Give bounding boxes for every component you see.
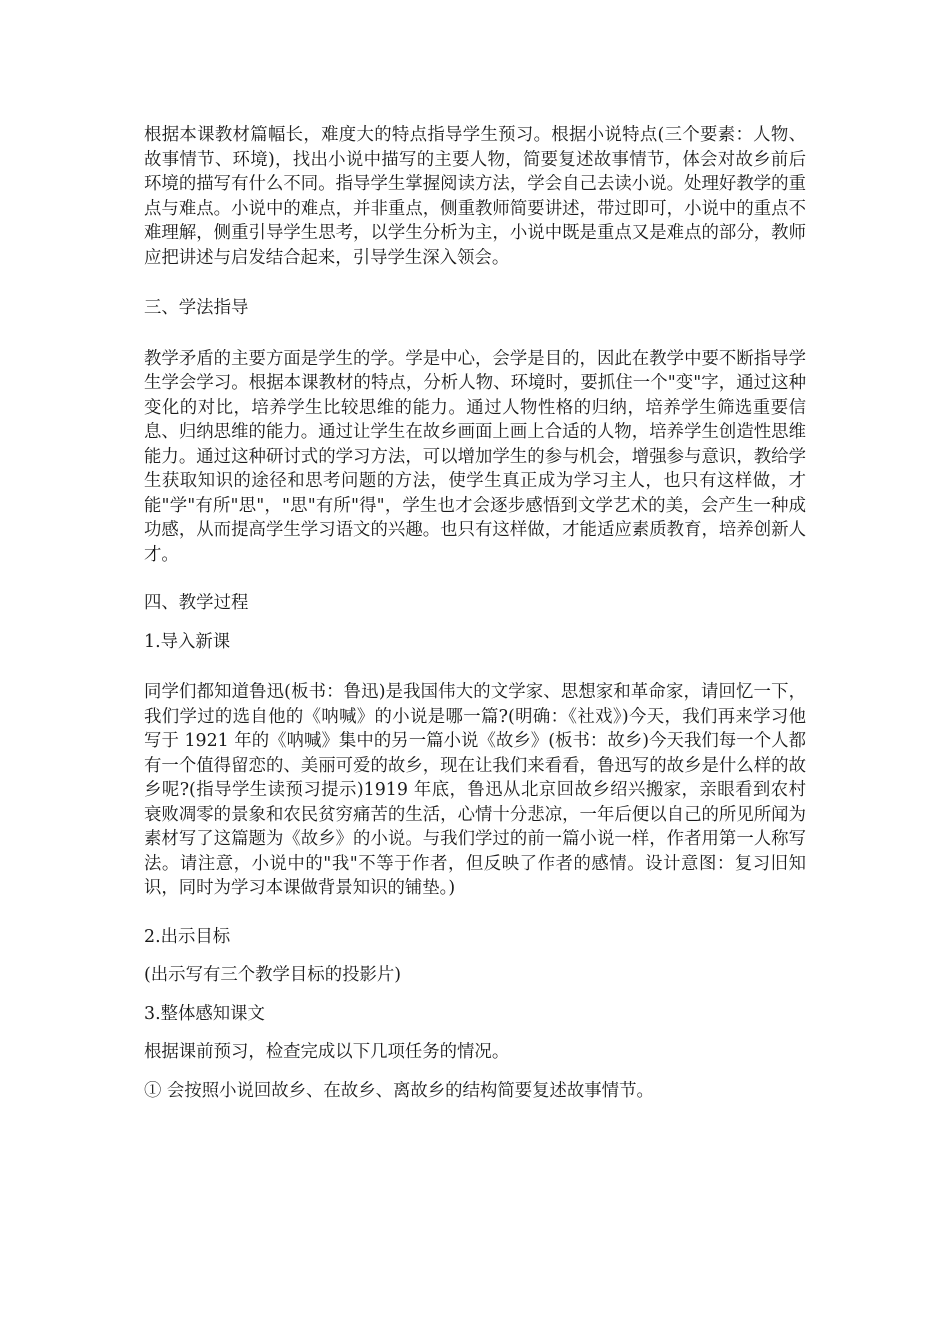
section-heading-study-method: 三、学法指导 <box>144 298 249 318</box>
step-heading-introduction: 1.导入新课 <box>144 631 231 652</box>
preview-check-paragraph: 根据课前预习，检查完成以下几项任务的情况。 <box>144 1042 510 1062</box>
study-method-paragraph: 教学矛盾的主要方面是学生的学。学是中心，会学是目的，因此在教学中要不断指导学生学会学习。根据本课教材的特点，分析人物、环境时，要抓住一个"变"字，通过这种变化的对比，培养学生比较思维的能力。通过人物性格的归纳，培养学生筛选重要信息、归纳思维的能力。通过让学生在故乡画面上画上合适的人物，培养学生创造性思维能力。通过这种研讨式的学习方法，可以增加学生的参与机会，增强参与意识，教给学生获取知识的途径和思考问题的方法，使学生真正成为学习主人，也只有这样做，才能"学"有所"思"，"思"有所"得"，学生也才会逐步感悟到文学艺术的美，会产生一种成功感，从而提高学生学习语文的兴趣。也只有这样做，才能适应素质教育，培养创新人才。 <box>144 348 806 565</box>
intro-paragraph: 根据本课教材篇幅长，难度大的特点指导学生预习。根据小说特点(三个要素：人物、故事情节、环境)，找出小说中描写的主要人物，简要复述故事情节，体会对故乡前后环境的描写有什么不同。指导学生掌握阅读方法，学会自己去读小说。处理好教学的重点与难点。小说中的难点，并非重点，侧重教师简要讲述，带过即可，小说中的重点不难理解，侧重引导学生思考，以学生分析为主，小说中既是重点又是难点的部分，教师应把讲述与启发结合起来，引导学生深入领会。 <box>144 125 806 268</box>
section-heading-teaching-process: 四、教学过程 <box>144 593 249 613</box>
step-heading-overall-perception: 3.整体感知课文 <box>144 1003 265 1024</box>
introduction-paragraph: 同学们都知道鲁迅(板书：鲁迅)是我国伟大的文学家、思想家和革命家，请回忆一下，我们学过的选自他的《呐喊》的小说是哪一篇?(明确：《社戏》)今天，我们再来学习他写于 1921 年的《呐喊》集中的另一篇小说《故乡》(板书：故乡)今天我们每一个人都有一个值得留恋的、美丽可爱的故乡，现在让我们来看看，鲁迅写的故乡是什么样的故乡呢?(指导学生读预习提示)1919 年底，鲁迅从北京回故乡绍兴搬家，亲眼看到农村衰败凋零的景象和农民贫穷痛苦的生活，心情十分悲凉，一年后便以自己的所见所闻为素材写了这篇题为《故乡》的小说。与我们学过的前一篇小说一样，作者用第一人称写法。请注意，小说中的"我"不等于作者，但反映了作者的感情。设计意图：复习旧知识，同时为学习本课做背景知识的铺垫。) <box>144 682 806 898</box>
objectives-paragraph: (出示写有三个教学目标的投影片) <box>144 965 402 985</box>
document-page <box>144 123 806 1103</box>
step-heading-objectives: 2.出示目标 <box>144 926 231 947</box>
task-item: ① 会按照小说回故乡、在故乡、离故乡的结构简要复述故事情节。 <box>144 1080 654 1101</box>
